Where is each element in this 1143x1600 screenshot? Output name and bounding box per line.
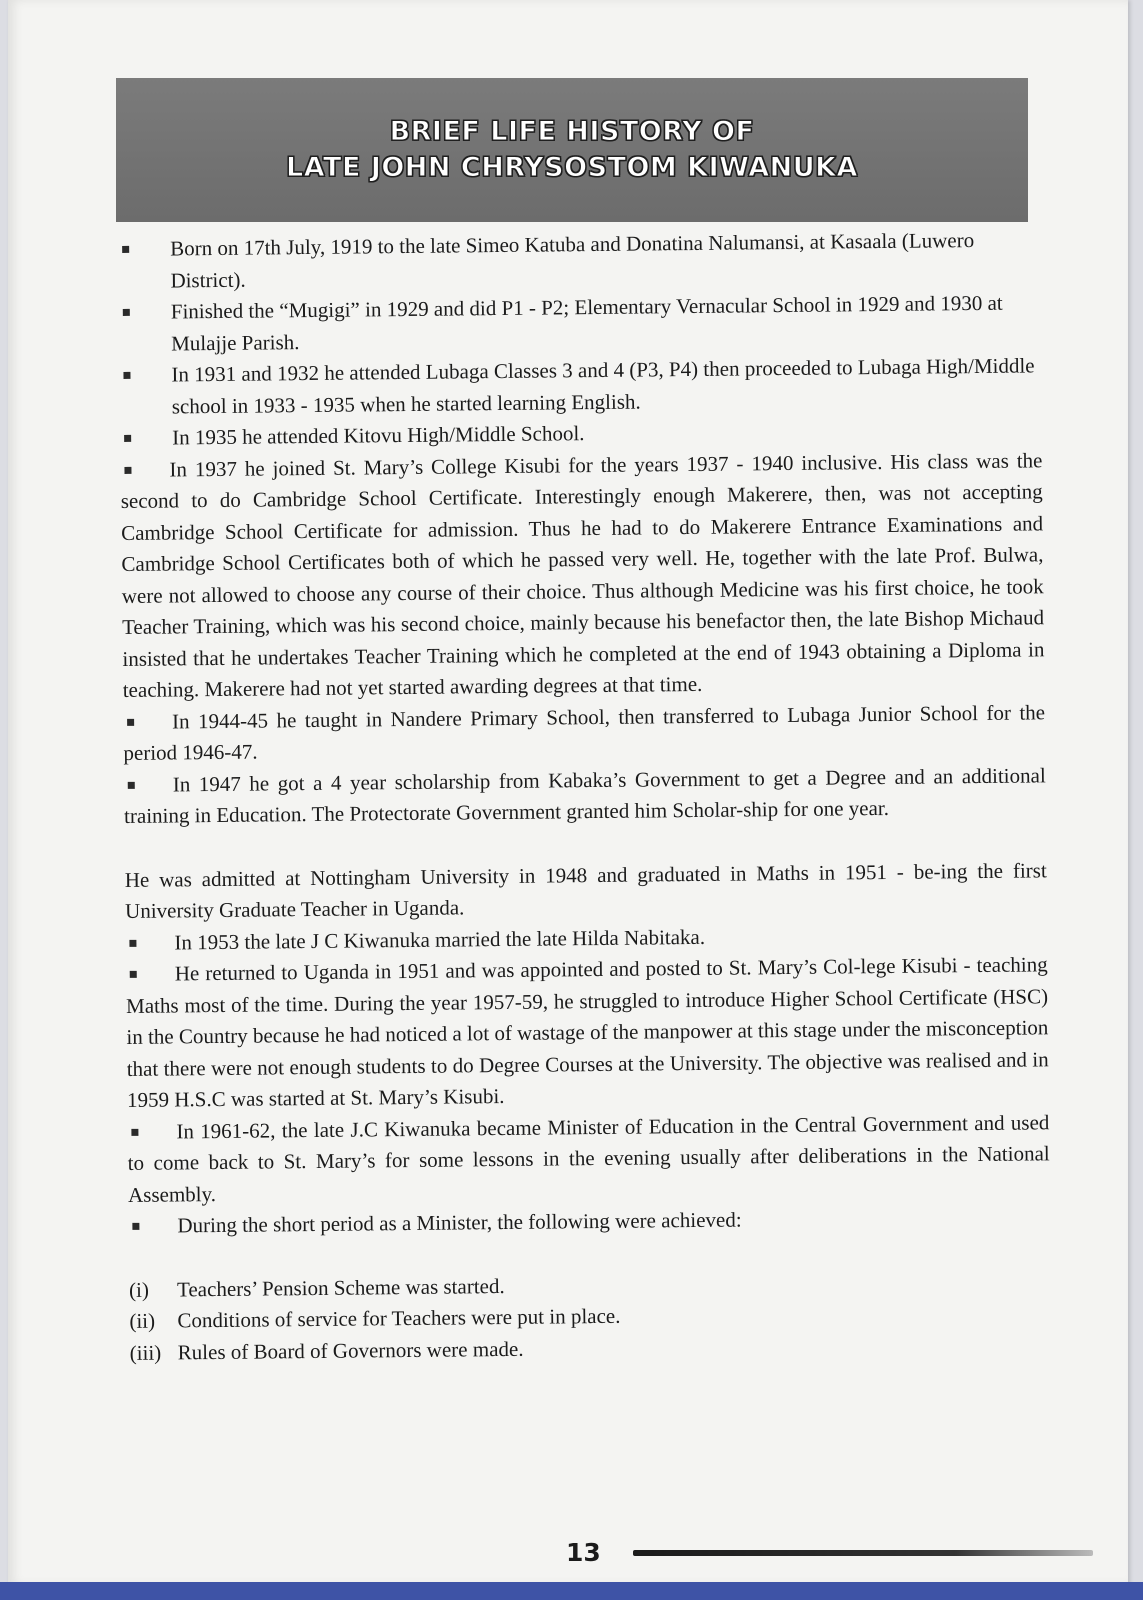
- bullet-item: [118, 224, 1041, 297]
- bullet-text: In 1947 he got a 4 year scholarship from Kabaka’s Government to get a Degree and an additional training in Education. The Protectorate Government granted him Scholar-ship for one year.: [123, 762, 1046, 828]
- bullet-square-icon: [130, 971, 137, 978]
- title-line-2: LATE JOHN CHRYSOSTOM KIWANUKA: [286, 152, 858, 183]
- bullet-text: In 1937 he joined St. Mary’s College Kisubi for the years 1937 - 1940 inclusive. His class was the second to do Cambridge School Certificate. Interestingly enough Makerere, then, was not accepting Cambridge School Certificate for admission. Thus he had to do Makerere Entrance Examinations and Cambridge School Certificates both of which he passed very well. He, together with the late Prof. Bulwa, were not allowed to choose any course of their choice. Thus although Medicine was his first choice, he took Teacher Training, which was his second choice, mainly because his benefactor then, the late Bishop Michaud insisted that he undertakes Teacher Training which he completed at the end of 1943 obtaining a Diploma in teaching. Makerere had not yet started awarding degrees at that time.: [120, 447, 1045, 702]
- bullet-text: In 1961-62, the late J.C Kiwanuka became Minister of Education in the Central Government and used to come back to St. Mary’s for some lessons in the evening usually after deliberations in the National Assembly.: [127, 1109, 1050, 1207]
- bullet-square-icon: [124, 467, 131, 474]
- achievement-text: Conditions of service for Teachers were put in place.: [177, 1303, 621, 1333]
- bullet-paragraph: [126, 949, 1050, 1116]
- bullet-paragraph: [120, 445, 1045, 707]
- bullet-item: [119, 287, 1042, 360]
- body-text: [118, 224, 1052, 1369]
- achievement-text: Teachers’ Pension Scheme was started.: [176, 1273, 505, 1301]
- bullet-square-icon: [128, 782, 135, 789]
- bullet-square-icon: [131, 1129, 138, 1136]
- bullet-square-icon: [122, 246, 129, 253]
- bullet-text: In 1931 and 1932 he attended Lubaga Classes 3 and 4 (P3, P4) then proceeded to Lubaga High/Middle school in 1933 - 1935 when he started learning English.: [171, 353, 1035, 418]
- page-number: 13: [566, 1538, 601, 1567]
- bullet-text: During the short period as a Minister, the following were achieved:: [177, 1207, 742, 1238]
- bullet-square-icon: [124, 435, 131, 442]
- bullet-square-icon: [127, 719, 134, 726]
- bullet-paragraph: [127, 1107, 1050, 1211]
- bullet-square-icon: [123, 372, 130, 379]
- bullet-text: In 1944-45 he taught in Nandere Primary School, then transferred to Lubaga Junior School for the period 1946-47.: [123, 699, 1046, 765]
- bottom-edge-band: [0, 1582, 1143, 1600]
- title-banner: [116, 78, 1028, 222]
- bullet-square-icon: [132, 1223, 139, 1230]
- achievement-number: (iii): [129, 1340, 162, 1365]
- achievement-number: (ii): [129, 1308, 156, 1333]
- bullet-item: [119, 350, 1042, 423]
- bullet-square-icon: [123, 309, 130, 316]
- bullet-text: Born on 17th July, 1919 to the late Simeo Katuba and Donatina Nalumansi, at Kasaala (Luwero District).: [170, 228, 975, 292]
- title-line-1: BRIEF LIFE HISTORY OF: [389, 116, 755, 147]
- bullet-text: He returned to Uganda in 1951 and was appointed and posted to St. Mary’s Col-lege Kisubi - teaching Maths most of the time. During the year 1957-59, he struggled to introduce Higher School Certificate (HSC) in the Country because he had noticed a lot of wastage of the manpower at this stage under the misconception that there were not enough students to do Degree Courses at the University. The objective was realised and in 1959 H.S.C was started at St. Mary’s Kisubi.: [125, 952, 1049, 1112]
- page-footer: [566, 1538, 1093, 1567]
- achievement-number: (i): [128, 1277, 150, 1302]
- bullet-text: In 1935 he attended Kitovu High/Middle School.: [172, 421, 585, 450]
- bullet-text: Finished the “Mugigi” in 1929 and did P1 - P2; Elementary Vernacular School in 1929 and 1930 at Mulajje Parish.: [170, 290, 1003, 355]
- bullet-square-icon: [129, 940, 136, 947]
- bullet-text: In 1953 the late J C Kiwanuka married the late Hilda Nabitaka.: [174, 924, 706, 954]
- bullet-paragraph: [124, 760, 1047, 833]
- achievement-text: Rules of Board of Governors were made.: [177, 1336, 524, 1364]
- education-paragraph: He was admitted at Nottingham University in 1948 and graduated in Maths in 1951 - be-ing the first University Graduate Teacher in Uganda.: [124, 857, 1047, 923]
- bullet-paragraph: [123, 697, 1046, 770]
- footer-rule: [633, 1550, 1093, 1556]
